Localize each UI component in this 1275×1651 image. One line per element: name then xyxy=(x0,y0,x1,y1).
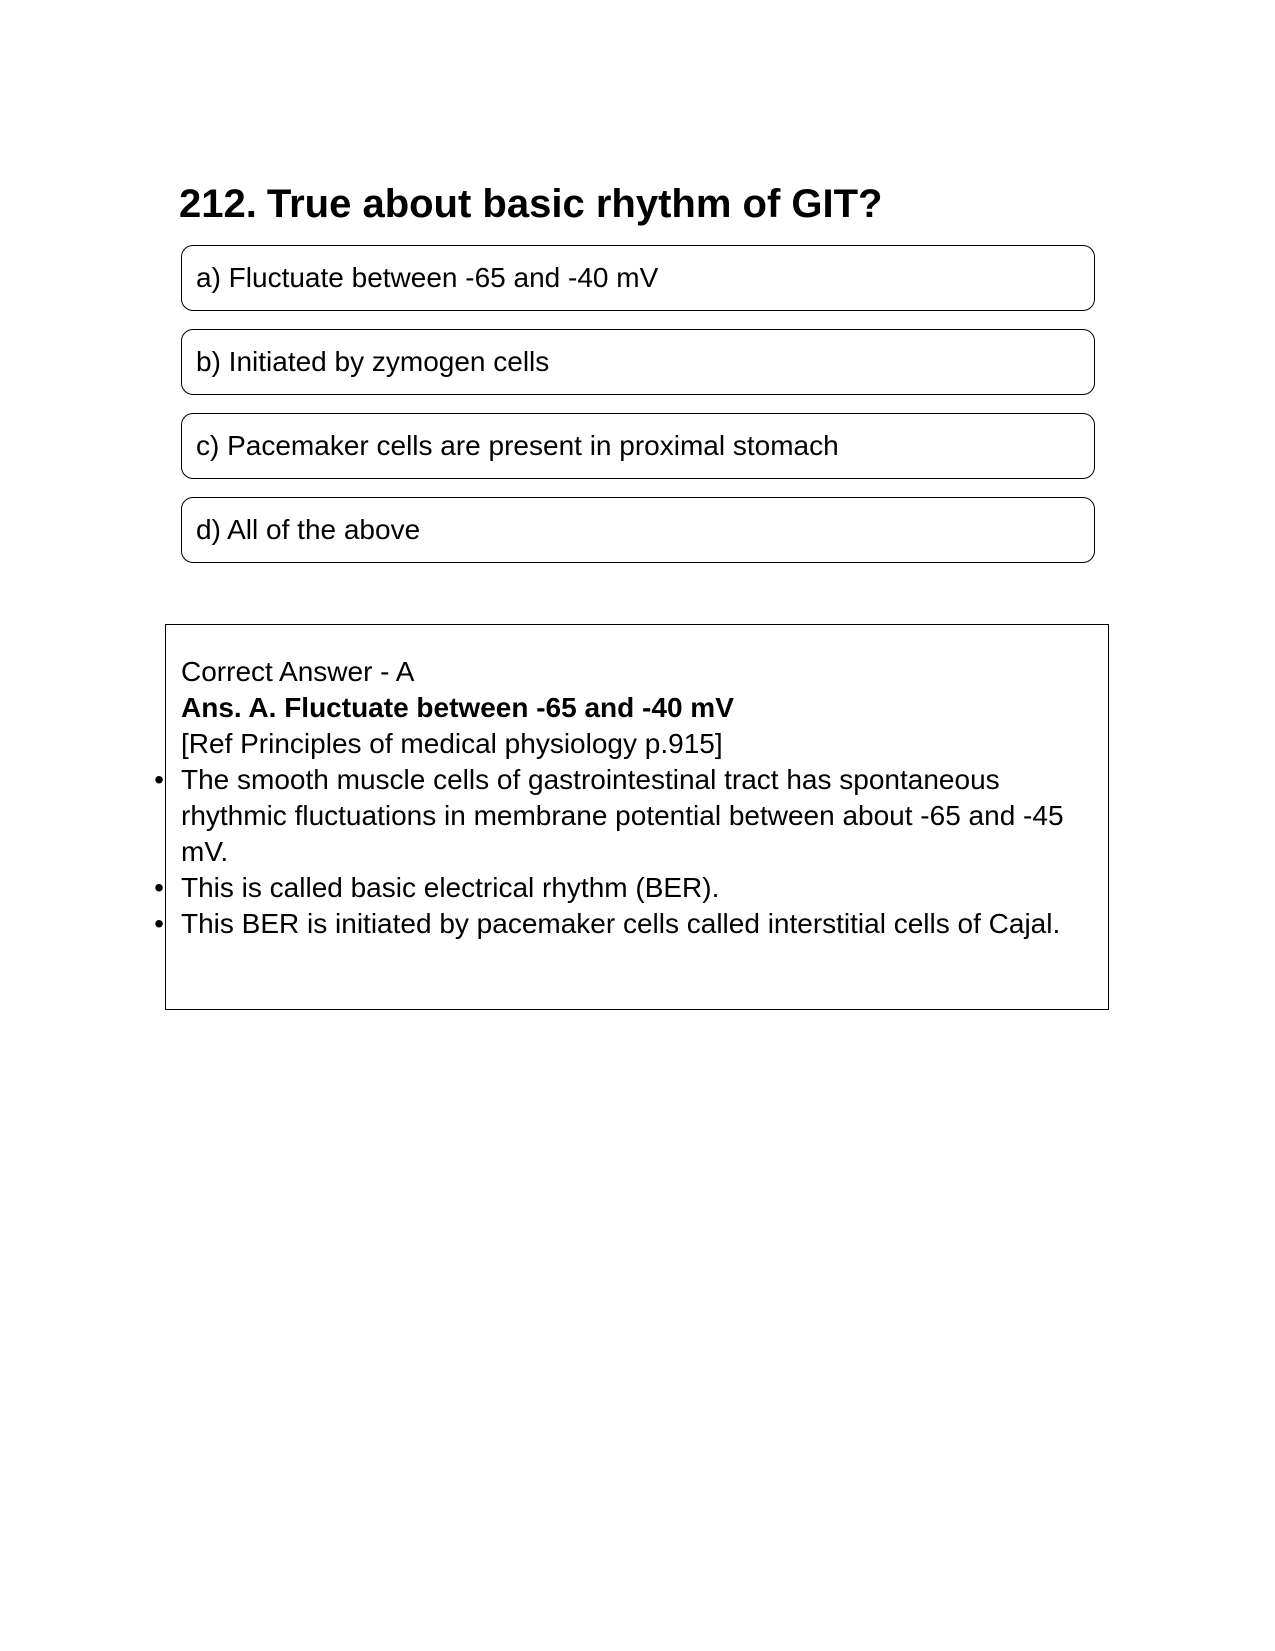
option-a[interactable] xyxy=(181,245,1095,311)
explanation-list xyxy=(154,762,1091,942)
option-d-label: d) All of the above xyxy=(196,514,421,545)
answer-content xyxy=(154,654,1091,942)
question-text: True about basic rhythm of GIT? xyxy=(266,182,883,226)
explanation-item xyxy=(154,906,1091,942)
explanation-item xyxy=(154,762,1091,870)
option-d[interactable] xyxy=(181,497,1095,563)
option-a-label: a) Fluctuate between -65 and -40 mV xyxy=(196,262,659,293)
explanation-text: This is called basic electrical rhythm (BER). xyxy=(181,872,720,903)
correct-answer-line: Correct Answer - A xyxy=(181,656,415,687)
explanation-item xyxy=(154,870,1091,906)
option-c-label: c) Pacemaker cells are present in proximal stomach xyxy=(196,430,839,461)
answer-reference: [Ref Principles of medical physiology p.915] xyxy=(181,728,723,759)
option-b[interactable] xyxy=(181,329,1095,395)
explanation-text: The smooth muscle cells of gastrointestinal tract has spontaneous rhythmic fluctuations in membrane potential between about -65 and -45 mV. xyxy=(181,764,1064,867)
bullet-icon: • xyxy=(154,908,164,939)
bullet-icon: • xyxy=(154,764,164,795)
question-title xyxy=(179,176,882,232)
bullet-icon: • xyxy=(154,872,164,903)
question-number: 212. xyxy=(179,182,257,226)
option-b-label: b) Initiated by zymogen cells xyxy=(196,346,550,377)
option-c[interactable] xyxy=(181,413,1095,479)
answer-heading: Ans. A. Fluctuate between -65 and -40 mV xyxy=(181,692,734,723)
explanation-text: This BER is initiated by pacemaker cells called interstitial cells of Cajal. xyxy=(181,908,1061,939)
